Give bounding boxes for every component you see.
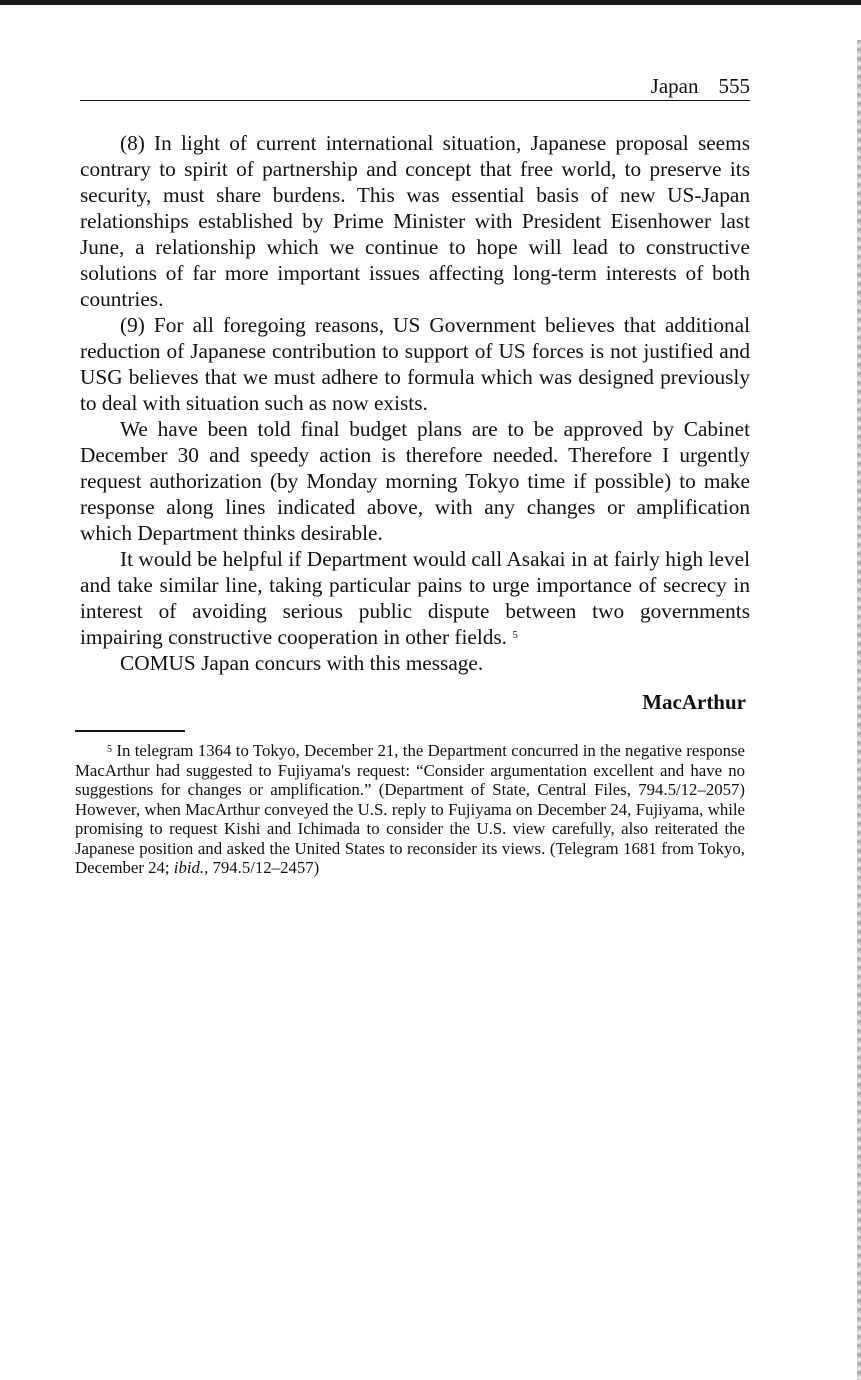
footnote-text-end: 794.5/12–2457) [212, 858, 320, 877]
paragraph-asakai-text: It would be helpful if Department would call Asakai in at fairly high level and take similar line, taking particular pains to urge importance of secrecy in interest of avoiding serious public dispute between two governments impairing constructive cooperation in other fields. [80, 547, 750, 649]
page-number: 555 [718, 74, 750, 98]
body-text [80, 130, 750, 676]
paragraph-budget-plans: We have been told final budget plans are to be approved by Cabinet December 30 and speedy action is therefore needed. Therefore I urgently request authorization (by Monday morning Tokyo time if possible) to make response along lines indicated above, with any changes or amplification which Department thinks desirable. [80, 417, 750, 545]
footnote-divider [75, 730, 185, 732]
signature: MacArthur [642, 690, 746, 714]
footnote-text: In telegram 1364 to Tokyo, December 21, the Department concurred in the negative response MacArthur had suggested to Fujiyama's request: “Consider argumentation excellent and have no suggestions for changes or amplification.” (Department of State, Central Files, 794.5/12–2057) However, when MacArthur conveyed the U.S. reply to Fujiyama on December 24, Fujiyama, while promising to request Kishi and Ichimada to consider the U.S. view carefully, also reiterated the Japanese position and asked the United States to reconsider its views. (Telegram 1681 from Tokyo, December 24; [75, 741, 745, 877]
paragraph-9: (9) For all foregoing reasons, US Government believes that additional reduction of Japanese contribution to support of US forces is not justified and USG believes that we must adhere to formula which was designed previously to deal with situation such as now exists. [80, 313, 750, 415]
footnote-reference[interactable]: 5 [512, 629, 518, 641]
running-head [80, 74, 750, 101]
footnote-ibid: ibid., [173, 858, 209, 877]
running-head-title: Japan [650, 74, 699, 98]
footnote-number: 5 [107, 744, 112, 755]
page-right-edge [857, 40, 861, 1380]
paragraph-8: (8) In light of current international situation, Japanese proposal seems contrary to spirit of partnership and concept that free world, to preserve its security, must share burdens. This was essential basis of new US-Japan relationships established by Prime Minister with President Eisenhower last June, a relationship which we continue to hope will lead to constructive solutions of far more important issues affecting long-term interests of both countries. [80, 131, 750, 311]
paragraph-asakai [80, 546, 750, 650]
page-top-edge [0, 0, 861, 5]
paragraph-comus: COMUS Japan concurs with this message. [120, 651, 484, 675]
footnote [75, 741, 745, 878]
